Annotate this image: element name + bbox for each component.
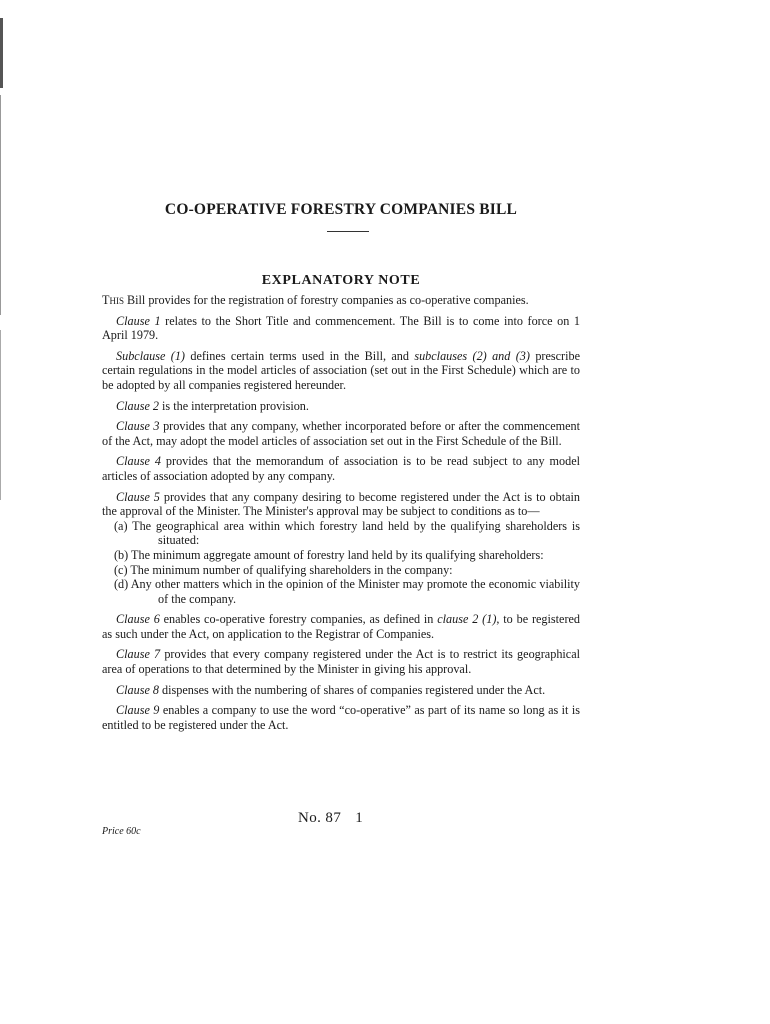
clause-ref: clause 2 (1)	[437, 612, 497, 627]
clause-paragraph	[102, 454, 580, 483]
intro-paragraph	[102, 293, 580, 308]
clause-paragraph	[102, 419, 580, 448]
bill-number	[298, 810, 363, 827]
clause-text: provides that any company desiring to become registered under the Act is to obtain the approval of the Minister. The Minister's approval may be subject to conditions as to—	[102, 489, 581, 519]
clause-ref: Clause 3	[116, 419, 160, 434]
intro-lead: This	[102, 293, 124, 307]
scan-edge-mark	[0, 95, 1, 315]
clause-paragraph	[102, 703, 580, 732]
condition-item: (d) Any other matters which in the opinion of the Minister may promote the economic viability of the company.	[114, 577, 580, 606]
clause-paragraph	[102, 314, 580, 343]
intro-text: Bill provides for the registration of forestry companies as co-operative companies.	[123, 293, 529, 307]
clause-text: enables a company to use the word “co-operative” as part of its name so long as it is entitled to be registered under the Act.	[102, 703, 580, 732]
clause-ref: Clause 8	[116, 682, 159, 697]
bill-title: CO-OPERATIVE FORESTRY COMPANIES BILL	[164, 201, 518, 218]
clause-paragraph	[102, 490, 580, 519]
clause-ref: subclauses (2) and (3)	[414, 348, 530, 363]
clause-paragraph	[102, 647, 580, 676]
clause-ref: Clause 4	[116, 454, 161, 469]
page-number: 1	[355, 810, 364, 826]
clause-ref: Clause 9	[116, 703, 160, 718]
clause-paragraph	[102, 399, 580, 414]
clause-text: provides that every company registered under the Act is to restrict its geographical area of operations to that determined by the Minister in giving his approval.	[102, 647, 580, 677]
clause-text: , to be registered as such under the Act, on application to the Registrar of Companies.	[102, 612, 580, 641]
price-label: Price 60c	[102, 826, 141, 837]
clause-ref: Subclause (1)	[116, 348, 185, 363]
condition-item: (a) The geographical area within which forestry land held by the qualifying shareholders is situated:	[114, 518, 580, 548]
scan-edge-mark	[0, 330, 1, 500]
condition-item: (c) The minimum number of qualifying shareholders in the company:	[114, 562, 453, 577]
clause-ref: Clause 1	[116, 313, 161, 328]
title-rule	[327, 231, 369, 232]
clause-ref: Clause 7	[116, 647, 161, 662]
explanatory-note-heading: EXPLANATORY NOTE	[261, 273, 421, 288]
clause-text: defines certain terms used in the Bill, and	[185, 348, 415, 363]
condition-item: (b) The minimum aggregate amount of forestry land held by its qualifying shareholders:	[114, 547, 544, 562]
explanatory-note-body	[102, 293, 580, 738]
clause-text: dispenses with the numbering of shares of companies registered under the Act.	[159, 682, 546, 697]
clause-text: prescribe certain regulations in the model articles of association (set out in the First Schedule) which are to be adopted by all companies registered hereunder.	[102, 348, 580, 392]
clause-ref: Clause 6	[116, 612, 160, 627]
clause-paragraph	[102, 612, 580, 641]
clause-ref: Clause 2	[116, 398, 159, 413]
clause-text: provides that the memorandum of association is to be read subject to any model articles of association adopted by any company.	[102, 454, 580, 483]
clause-paragraph	[102, 683, 580, 698]
clause-text: enables co-operative forestry companies, as defined in	[159, 612, 438, 627]
clause-ref: Clause 5	[116, 489, 160, 504]
clause-text: provides that any company, whether incorporated before or after the commencement of the Act, may adopt the model articles of association set out in the First Schedule of the Bill.	[102, 419, 580, 448]
scan-edge-mark	[0, 18, 3, 88]
clause-paragraph	[102, 349, 580, 393]
clause-text: is the interpretation provision.	[159, 398, 309, 413]
clause-text: relates to the Short Title and commencement. The Bill is to come into force on 1 April 1979.	[102, 313, 581, 343]
bill-number-label: No. 87	[298, 810, 342, 826]
condition-list	[102, 519, 580, 607]
